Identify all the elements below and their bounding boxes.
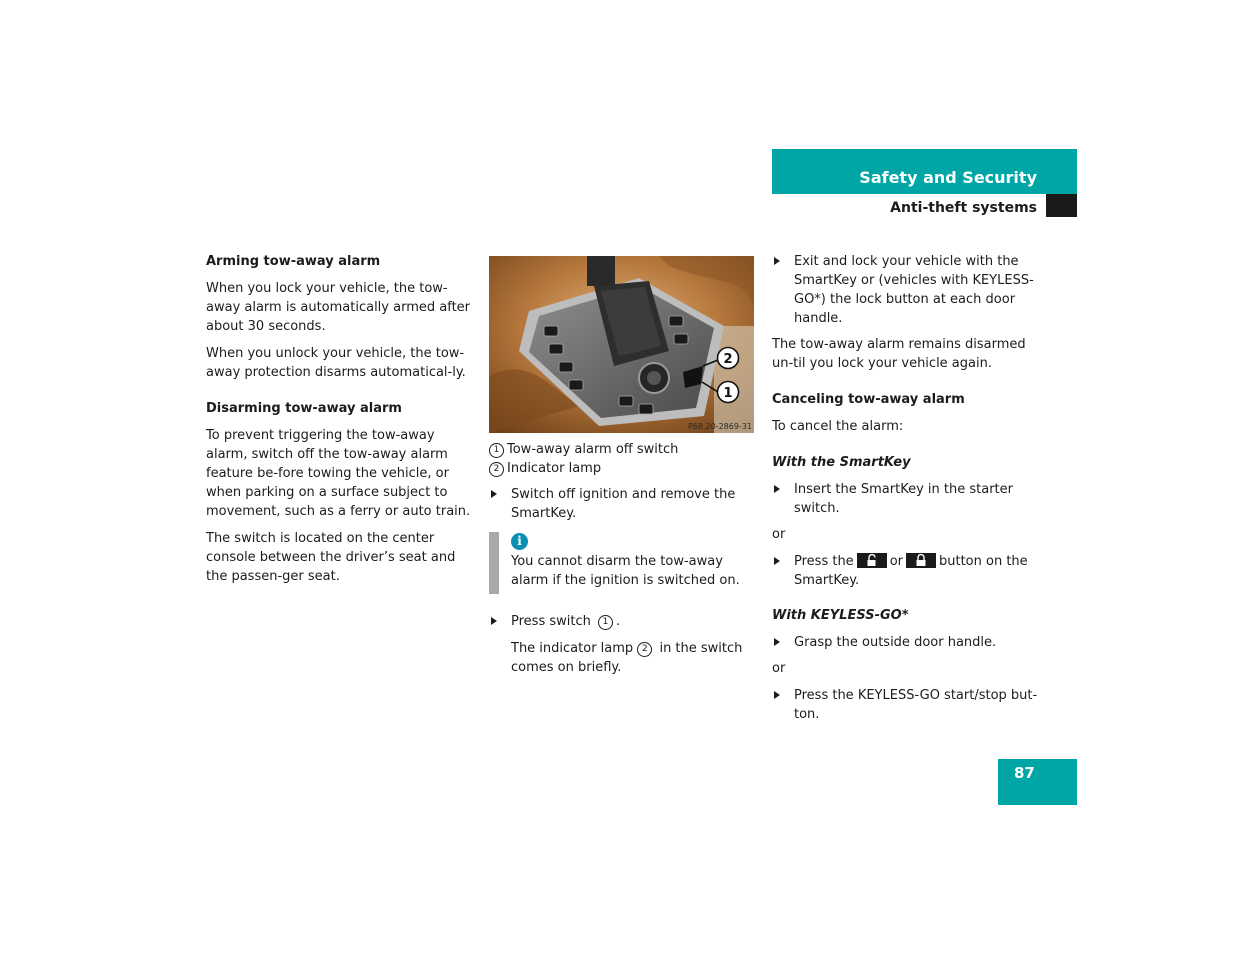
- triangle-bullet-icon: [774, 557, 780, 565]
- caption-1-text: Tow-away alarm off switch: [507, 442, 679, 457]
- section-title: Safety and Security: [859, 168, 1037, 187]
- indicator-note-text-b: in the switch comes on briefly.: [511, 641, 743, 675]
- step-grasp-handle-text: Grasp the outside door handle.: [794, 635, 997, 650]
- with-smartkey-heading: With the SmartKey: [772, 455, 911, 470]
- left-column: [206, 252, 472, 594]
- press-the-text: Press the: [794, 554, 854, 569]
- caption-2: [489, 459, 755, 478]
- disarming-heading: Disarming tow-away alarm: [206, 401, 402, 416]
- caption-2-text: Indicator lamp: [507, 461, 602, 476]
- button-on-smartkey-text: button on the SmartKey.: [794, 554, 1028, 588]
- triangle-bullet-icon: [774, 638, 780, 646]
- triangle-bullet-icon: [491, 490, 497, 498]
- step-exit-and-lock: [772, 252, 1038, 328]
- info-note-text: You cannot disarm the tow-away alarm if the ignition is switched on.: [511, 554, 740, 588]
- canceling-heading: Canceling tow-away alarm: [772, 392, 965, 407]
- or-separator-1: or: [772, 527, 786, 542]
- arming-paragraph-1: When you lock your vehicle, the tow-away alarm is automatically armed after about 30 seconds.: [206, 281, 471, 334]
- info-icon: i: [511, 533, 528, 550]
- step-exit-and-lock-text: Exit and lock your vehicle with the SmartKey or (vehicles with KEYLESS-GO*) the lock button at each door handle.: [794, 254, 1034, 326]
- step-press-keyless-go: [772, 686, 1038, 724]
- page-number: 87: [1014, 764, 1035, 782]
- with-keyless-go-heading: With KEYLESS-GO*: [772, 608, 909, 623]
- or-word: or: [889, 554, 903, 569]
- triangle-bullet-icon: [774, 485, 780, 493]
- remains-disarmed-text: The tow-away alarm remains disarmed un-til you lock your vehicle again.: [772, 337, 1026, 371]
- or-separator-2: or: [772, 661, 786, 676]
- step-press-keyless-go-text: Press the KEYLESS-GO start/stop but-ton.: [794, 688, 1038, 722]
- step-switch-off-ignition: [489, 485, 755, 523]
- center-console-illustration: [489, 256, 754, 433]
- callout-2: 2: [723, 352, 733, 367]
- step-press-switch: [489, 612, 755, 677]
- section-header-bar: [772, 149, 1077, 194]
- unlock-icon: [857, 553, 887, 568]
- right-column: [772, 252, 1038, 731]
- step-press-switch-period: .: [616, 614, 621, 629]
- arming-paragraph-2: When you unlock your vehicle, the tow-away protection disarms automatical-ly.: [206, 346, 466, 380]
- header-marker-block: [1046, 194, 1077, 217]
- step-insert-smartkey-text: Insert the SmartKey in the starter switch.: [794, 482, 1013, 516]
- center-console-photo: [489, 256, 754, 433]
- caption-1: [489, 440, 755, 459]
- figure-code: P68.20-2869-31: [687, 422, 752, 431]
- triangle-bullet-icon: [774, 691, 780, 699]
- disarming-paragraph-2: The switch is located on the center console between the driver’s seat and the passen-ger seat.: [206, 531, 456, 584]
- to-cancel-text: To cancel the alarm:: [772, 419, 904, 434]
- lock-icon: [906, 553, 936, 568]
- caption-number-1: 1: [489, 443, 504, 458]
- step-grasp-handle: [772, 633, 1038, 652]
- arming-heading: Arming tow-away alarm: [206, 254, 381, 269]
- info-note: [489, 532, 755, 592]
- triangle-bullet-icon: [774, 257, 780, 265]
- subsection-title: Anti-theft systems: [890, 200, 1037, 216]
- page-number-tab: [998, 759, 1077, 805]
- callout-1: 1: [723, 386, 733, 401]
- switch-number: 1: [598, 615, 613, 630]
- step-press-switch-text: Press switch: [511, 614, 591, 629]
- disarming-paragraph-1: To prevent triggering the tow-away alarm, switch off the tow-away alarm feature be-fore towing the vehicle, or when parking on a surface subject to movement, such as a ferry or auto train.: [206, 428, 471, 519]
- step-insert-smartkey: [772, 480, 1038, 518]
- triangle-bullet-icon: [491, 617, 497, 625]
- info-note-bar: [489, 532, 499, 594]
- indicator-number: 2: [637, 642, 652, 657]
- step-switch-off-ignition-text: Switch off ignition and remove the SmartKey.: [511, 487, 736, 521]
- indicator-note-text-a: The indicator lamp: [511, 641, 634, 656]
- middle-column: [489, 440, 755, 684]
- caption-number-2: 2: [489, 462, 504, 477]
- indicator-note: [511, 639, 755, 677]
- step-press-lock-button: [772, 552, 1038, 590]
